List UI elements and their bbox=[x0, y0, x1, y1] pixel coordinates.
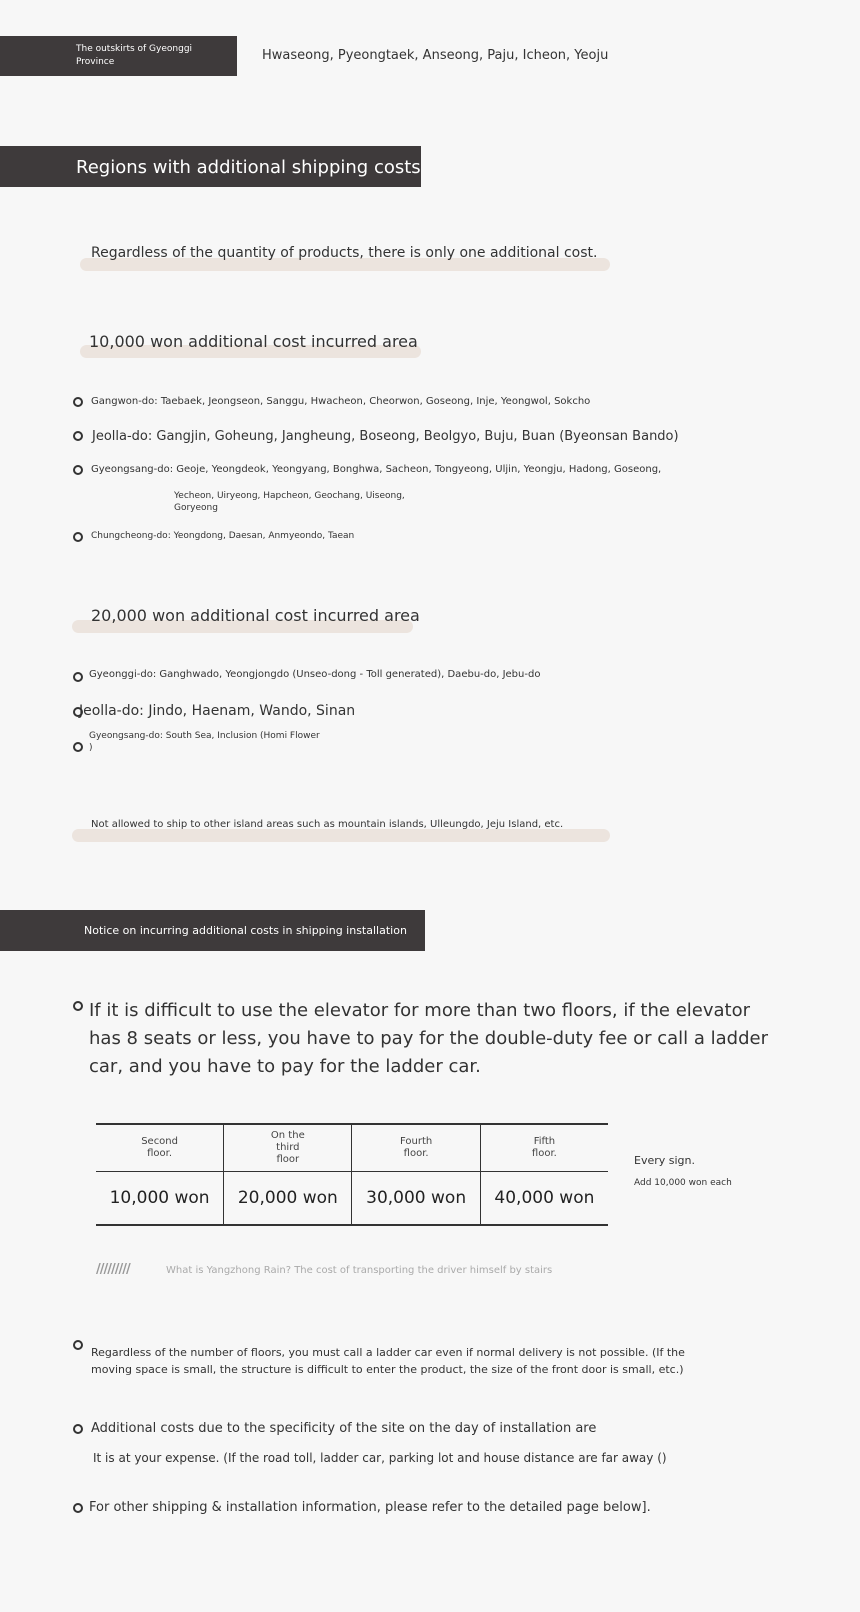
elevator-note-line-1: If it is difficult to use the elevator for more than two floors, if the elevator bbox=[89, 1000, 750, 1021]
regions-heading: Regions with additional shipping costs bbox=[76, 157, 421, 178]
bullet-icon bbox=[73, 465, 83, 475]
floor-fee-header-row bbox=[96, 1124, 608, 1172]
elevator-note-line-2: has 8 seats or less, you have to pay for the double-duty fee or call a ladder bbox=[89, 1028, 769, 1049]
site-note-line-2: It is at your expense. (If the road toll, ladder car, parking lot and house distance are far away () bbox=[93, 1451, 667, 1465]
bullet-icon bbox=[73, 1503, 83, 1513]
outskirts-cities: Hwaseong, Pyeongtaek, Anseong, Paju, Icheon, Yeoju bbox=[262, 48, 609, 63]
site-note-line-1: Additional costs due to the specificity of the site on the day of installation are bbox=[91, 1421, 597, 1436]
outskirts-label-box bbox=[0, 36, 237, 76]
bullet-icon bbox=[73, 742, 83, 752]
floor-header-fourth: Fourth floor. bbox=[352, 1124, 480, 1172]
floor-header-second: Second floor. bbox=[141, 1136, 178, 1159]
floor-fee-fifth: 40,000 won bbox=[480, 1172, 608, 1226]
area-20000-title: 20,000 won additional cost incurred area bbox=[91, 606, 420, 625]
not-allowed-highlight bbox=[72, 829, 610, 842]
quantity-note: Regardless of the quantity of products, there is only one additional cost. bbox=[91, 245, 598, 261]
bullet-icon bbox=[73, 431, 83, 441]
area-10000-item-gyeongsang-cont-1: Yecheon, Uiryeong, Hapcheon, Geochang, Uiseong, bbox=[174, 491, 405, 501]
floor-fee-value-row bbox=[96, 1172, 608, 1226]
bullet-icon bbox=[73, 1424, 83, 1434]
area-10000-item-gyeongsang-cont-2: Goryeong bbox=[174, 503, 218, 513]
floor-fee-third: 20,000 won bbox=[224, 1172, 352, 1226]
area-10000-title: 10,000 won additional cost incurred area bbox=[89, 332, 418, 351]
area-10000-item-chungcheong: Chungcheong-do: Yeongdong, Daesan, Anmyeondo, Taean bbox=[91, 531, 355, 541]
area-20000-item-gyeongsang-cont: ) bbox=[89, 743, 93, 753]
elevator-note-line-3: car, and you have to pay for the ladder car. bbox=[89, 1056, 481, 1077]
area-20000-item-gyeongsang: Gyeongsang-do: South Sea, Inclusion (Homi Flower bbox=[89, 731, 320, 741]
area-20000-item-gyeonggi: Gyeonggi-do: Ganghwado, Yeongjongdo (Unseo-dong - Toll generated), Daebu-do, Jebu-do bbox=[89, 669, 541, 680]
area-10000-item-gyeongsang: Gyeongsang-do: Geoje, Yeongdeok, Yeongyang, Bonghwa, Sacheon, Tongyeong, Uljin, Yeongju, Hadong, Goseong, bbox=[91, 464, 662, 475]
ladder-note-line-1: Regardless of the number of floors, you must call a ladder car even if normal delivery is not possible. (If the bbox=[91, 1346, 685, 1359]
stairs-note: What is Yangzhong Rain? The cost of transporting the driver himself by stairs bbox=[166, 1265, 553, 1276]
add-each-label: Add 10,000 won each bbox=[634, 1178, 732, 1188]
floor-header-fifth: Fifth floor. bbox=[480, 1124, 608, 1172]
ladder-note-line-2: moving space is small, the structure is difficult to enter the product, the size of the front door is small, etc.) bbox=[91, 1363, 684, 1376]
outskirts-label: The outskirts of Gyeonggi Province bbox=[76, 44, 193, 67]
bullet-icon bbox=[73, 672, 83, 682]
area-20000-item-jeolla: Jeolla-do: Jindo, Haenam, Wando, Sinan bbox=[79, 703, 356, 719]
regions-heading-box bbox=[0, 146, 421, 187]
bullet-icon bbox=[73, 1340, 83, 1350]
area-10000-item-gangwon: Gangwon-do: Taebaek, Jeongseon, Sanggu, Hwacheon, Cheorwon, Goseong, Inje, Yeongwol, Sokcho bbox=[91, 396, 591, 407]
every-sign-label: Every sign. bbox=[634, 1154, 695, 1167]
bullet-icon bbox=[73, 397, 83, 407]
slash-marks: ///////// bbox=[96, 1262, 130, 1277]
floor-fee-table bbox=[96, 1123, 608, 1226]
floor-fee-fourth: 30,000 won bbox=[352, 1172, 480, 1226]
installation-heading: Notice on incurring additional costs in shipping installation bbox=[84, 924, 407, 937]
floor-header-third: On the third floor bbox=[224, 1124, 352, 1172]
other-info-note: For other shipping & installation information, please refer to the detailed page below]. bbox=[89, 1500, 651, 1515]
installation-heading-box bbox=[0, 910, 425, 951]
area-10000-item-jeolla: Jeolla-do: Gangjin, Goheung, Jangheung, Boseong, Beolgyo, Buju, Buan (Byeonsan Bando) bbox=[92, 429, 679, 444]
bullet-icon bbox=[73, 1001, 83, 1011]
floor-fee-second: 10,000 won bbox=[96, 1172, 224, 1226]
bullet-icon bbox=[73, 532, 83, 542]
not-allowed-note: Not allowed to ship to other island areas such as mountain islands, Ulleungdo, Jeju Island, etc. bbox=[91, 819, 564, 830]
